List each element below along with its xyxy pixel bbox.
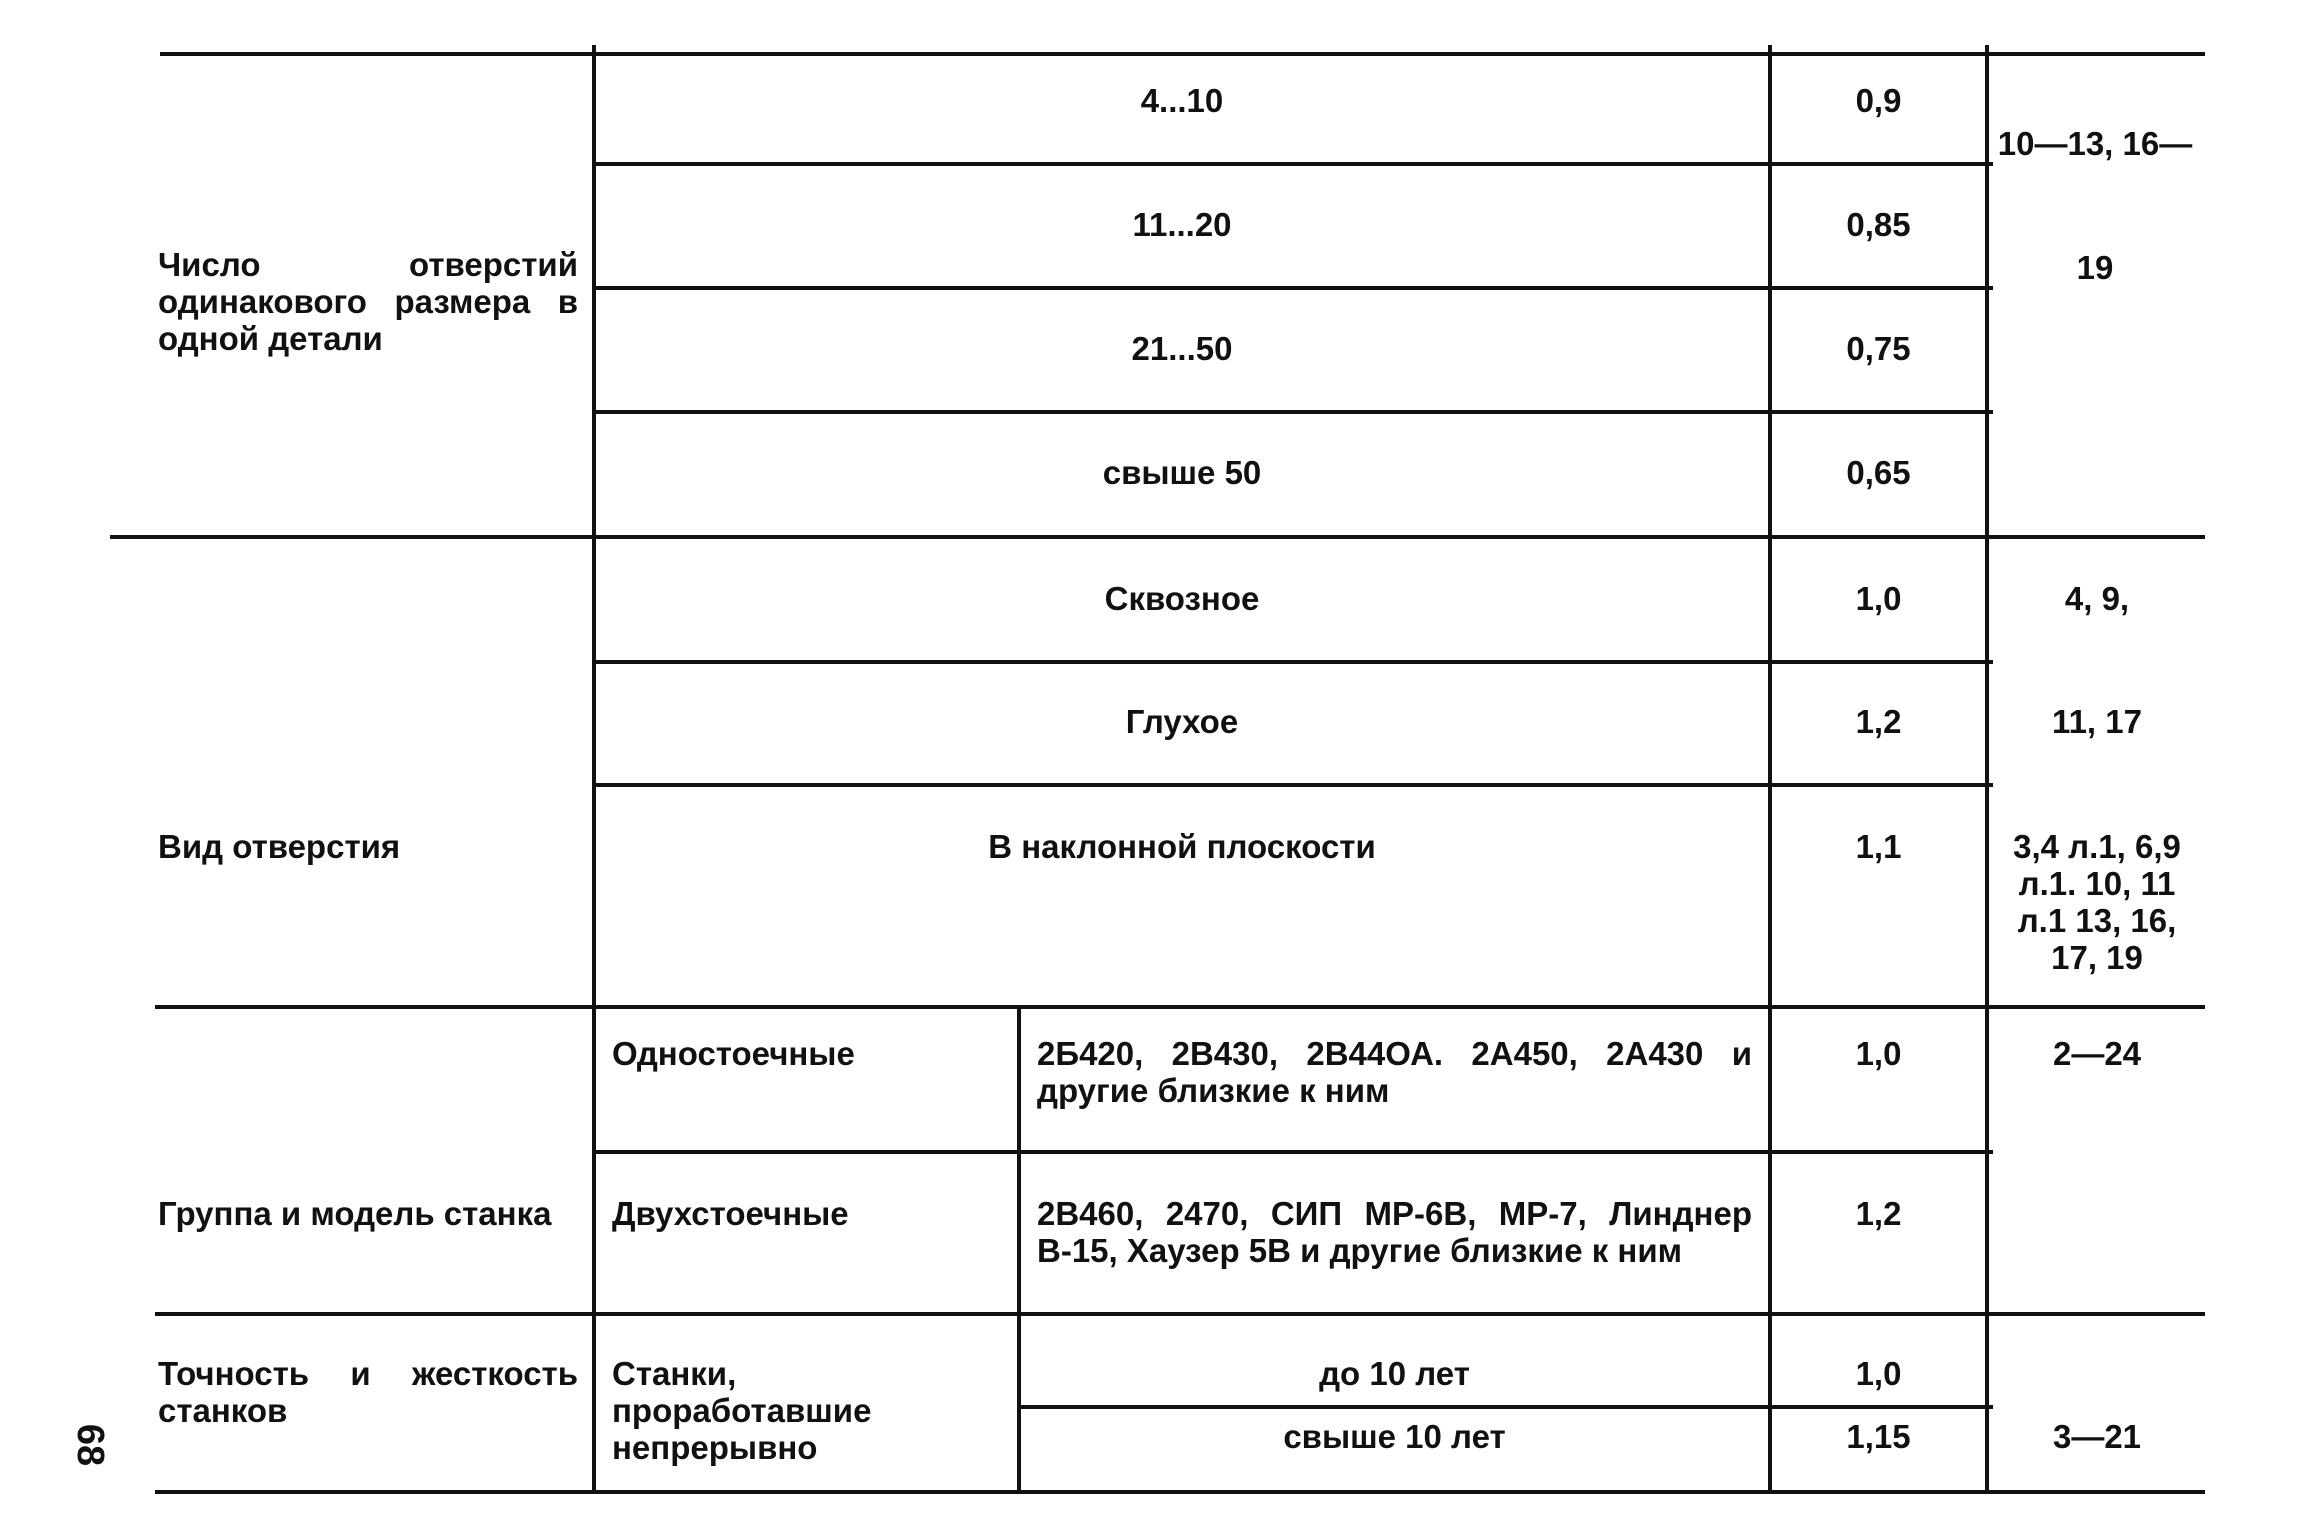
- rule-top: [160, 52, 2205, 56]
- models-cell: 2В460, 2470, СИП МР-6В, МР-7, Линднер В-15, Хаузер 5В и другие близкие к ним: [1037, 1195, 1752, 1269]
- factor-machine-group: Группа и модель станка: [158, 1195, 552, 1232]
- col-rule-source: [1985, 45, 1989, 1492]
- source-cell: 3—21: [2052, 1418, 2142, 1455]
- rule-row-2: [595, 286, 1993, 290]
- group-cell: Одностоечные: [612, 1035, 855, 1072]
- group-cell: Станки, проработавшие непрерывно: [612, 1355, 872, 1466]
- coefficient-cell: 1,0: [1855, 1035, 1902, 1072]
- coefficient-cell: 1,0: [1855, 1355, 1902, 1392]
- condition-cell: свыше 10 лет: [1283, 1418, 1506, 1455]
- factor-hole-type: Вид отверстия: [158, 828, 401, 865]
- coefficient-cell: 0,75: [1846, 330, 1911, 367]
- condition-cell: 4...10: [1140, 82, 1224, 119]
- rule-bottom: [155, 1490, 2205, 1494]
- factor-accuracy-rigidity: Точность и жесткость станков: [158, 1355, 578, 1429]
- condition-cell: свыше 50: [1102, 454, 1262, 491]
- rule-row-6: [595, 783, 1993, 787]
- condition-cell: Глухое: [1125, 703, 1239, 740]
- rule-row-8: [595, 1150, 1993, 1154]
- source-cell: 11, 17: [2052, 703, 2142, 740]
- rule-row-10: [1020, 1405, 1993, 1409]
- rule-row-3: [595, 410, 1993, 414]
- rule-section-4: [155, 1312, 2205, 1316]
- col-rule-coefficient: [1768, 45, 1772, 1492]
- source-cell: 10—13, 16—19: [1997, 125, 2193, 286]
- condition-cell: Сквозное: [1104, 580, 1260, 617]
- page-number: 68: [69, 1423, 111, 1467]
- col-rule-factor: [592, 45, 596, 1492]
- models-cell: 2Б420, 2В430, 2В44ОА. 2А450, 2А430 и другие близкие к ним: [1037, 1035, 1752, 1109]
- coefficient-cell: 1,0: [1855, 580, 1902, 617]
- condition-cell: 11...20: [1132, 206, 1232, 243]
- condition-cell: В наклонной плоскости: [988, 828, 1376, 865]
- coefficient-cell: 1,15: [1846, 1418, 1911, 1455]
- coefficient-cell: 1,2: [1855, 703, 1902, 740]
- factor-hole-count: Число отверстий одинакового размера в одной детали: [158, 246, 578, 357]
- condition-cell: до 10 лет: [1319, 1355, 1470, 1392]
- group-cell: Двухстоечные: [612, 1195, 849, 1232]
- rule-row-1: [595, 162, 1993, 166]
- rule-section-3: [155, 1005, 2205, 1009]
- source-cell: 3,4 л.1, 6,9 л.1. 10, 11 л.1 13, 16, 17, 19: [2013, 828, 2181, 976]
- coefficient-cell: 0,65: [1846, 454, 1911, 491]
- coefficient-cell: 1,1: [1855, 828, 1902, 865]
- coefficient-cell: 0,9: [1855, 82, 1902, 119]
- rule-section-2: [110, 535, 2205, 539]
- coefficient-cell: 1,2: [1855, 1195, 1902, 1232]
- source-cell: 2—24: [2052, 1035, 2142, 1072]
- rule-row-5: [595, 660, 1993, 664]
- condition-cell: 21...50: [1131, 330, 1233, 367]
- coefficient-cell: 0,85: [1846, 206, 1911, 243]
- source-cell: 4, 9,: [2064, 580, 2130, 617]
